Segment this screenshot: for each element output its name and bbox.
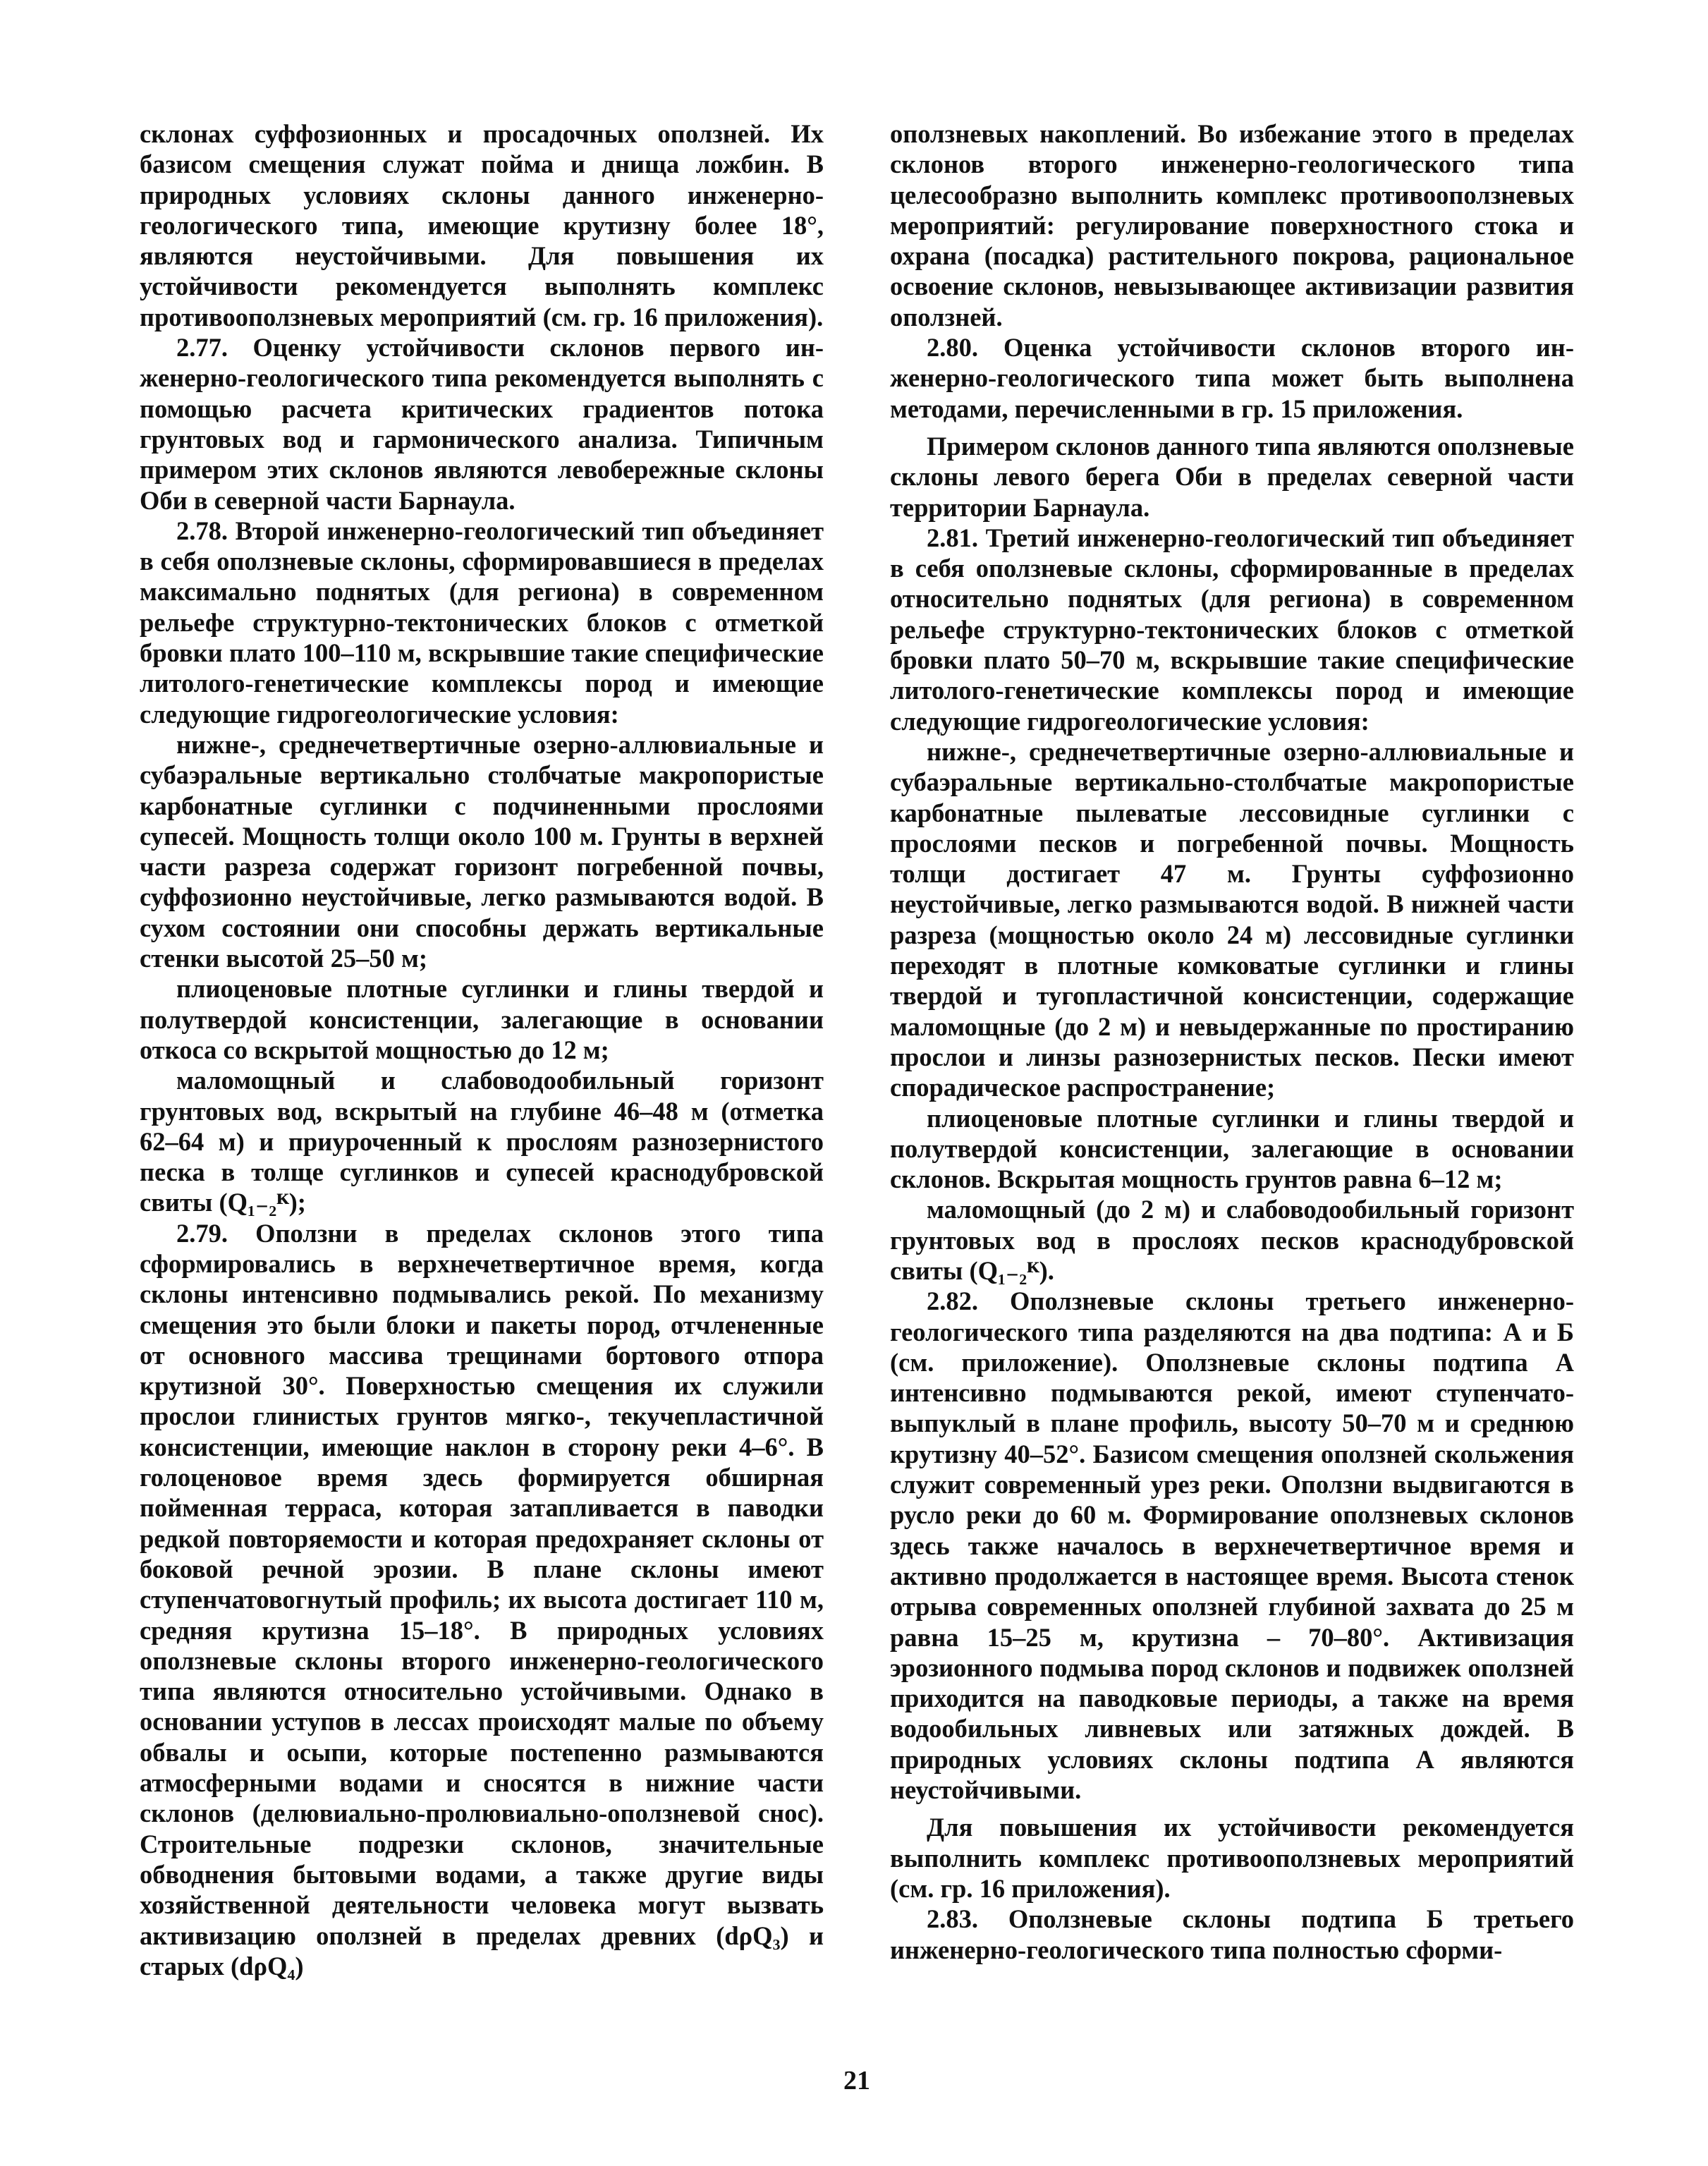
paragraph-2-81: 2.81. Третий инженерно-геологический тип объединяет в себя оползневые склоны, сформированные в пределах относительно поднятых (для региона) в современном рельефе структурно-тектонических блоков с отметкой бровки плато 50–70 м, вскрывшие такие специфические литолого-генетические комплексы пород и имеющие следующие гидрогеологические условия: <box>890 523 1574 736</box>
paragraph: Для повышения их устойчивости рекомендуется выполнить комплекс противооползневых мероприятий (см. гр. 16 приложения). <box>890 1813 1574 1903</box>
paragraph: Примером склонов данного типа являются оползневые склоны левого берега Оби в пределах северной части территории Барнаула. <box>890 431 1574 522</box>
paragraph: оползневых накоплений. Во избежание этого в пределах склонов второго инженерно-геологического типа целесообразно выполнить комплекс противооползневых мероприятий: регулирование поверхностного стока и охрана (посадка) растительного покрова, рациональное освоение склонов, невызывающее активизации развития оползней. <box>890 119 1574 331</box>
paragraph-2-79: 2.79. Оползни в пределах склонов этого типа сформировались в верхнечетвертичное время, когда склоны интенсивно подмывались рекой. По механизму смещения это были блоки и пакеты пород, отчлененные от основного массива трещинами бортового отпора крутизной 30°. Поверхностью смещения их служили прослои глинистых грунтов мягко-, текучепластичной консистенции, имеющие наклон в сторону реки 4–6°. В голоценовое время здесь формируется обширная пойменная терраса, которая затапливается в паводки редкой повторяемости и которая предохраняет склоны от боковой речной эрозии. В плане склоны имеют ступенчатовогнутый профиль; их высота достигает 110 м, средняя крутизна 15–18°. В природных условиях оползневые склоны второго инженерно-геологического типа являются относительно устойчивыми. Однако в основании уступов в лессах происходят малые по объему обвалы и осыпи, которые постепенно размываются атмосферными водами и сносятся в нижние части склонов (делювиально-пролювиально-оползневой снос). Строительные подрезки склонов, значительные обводнения бытовыми водами, а также другие виды хозяйственной деятельности человека могут вызвать активизацию оползней в пределах древних (dρQ₃) и старых (dρQ₄) <box>140 1218 824 1981</box>
paragraph-2-83: 2.83. Оползневые склоны подтипа Б третьего инженерно-геологического типа полностью сформи- <box>890 1904 1574 1964</box>
paragraph-2-77: 2.77. Оценку устойчивости склонов первого инженерно-геологического типа рекомендуется выполнять с помощью расчета критических градиентов потока грунтовых вод и гармонического анализа. Типичным примером этих склонов являются левобережные склоны Оби в северной части Барнаула. <box>140 333 824 515</box>
left-column <box>140 118 824 1981</box>
paragraph-2-82: 2.82. Оползневые склоны третьего инженерно-геологического типа разделяются на два подтипа: А и Б (см. приложение). Оползневые склоны подтипа А интенсивно подмываются рекой, имеют ступенчато-выпуклый в плане профиль, высоту 50–70 м и среднюю крутизну 40–52°. Базисом смещения оползней скольжения служит современный урез реки. Оползни выдвигаются в русло реки до 60 м. Формирование оползневых склонов здесь также началось в верхнечетвертичное время и активно продолжается в настоящее время. Высота стенок отрыва современных оползней глубиной захвата до 25 м равна 15–25 м, крутизна – 70–80°. Активизация эрозионного подмыва пород склонов и подвижек оползней приходится на паводковые периоды, а также на время водообильных ливневых или затяжных дождей. В природных условиях склоны подтипа А являются неустойчивыми. <box>890 1286 1574 1805</box>
paragraph: маломощный (до 2 м) и слабоводообильный горизонт грунтовых вод в прослоях песков краснодубровской свиты (Q₁₋₂ᴷ). <box>890 1195 1574 1285</box>
paragraph: маломощный и слабоводообильный горизонт грунтовых вод, вскрытый на глубине 46–48 м (отметка 62–64 м) и приуроченный к прослоям разнозернистого песка в толще суглинков и супесей краснодубровской свиты (Q₁₋₂ᴷ); <box>140 1066 824 1217</box>
paragraph-2-78: 2.78. Второй инженерно-геологический тип объединяет в себя оползневые склоны, сформировавшиеся в пределах максимально поднятых (для региона) в современном рельефе структурно-тектонических блоков с отметкой бровки плато 100–110 м, вскрывшие такие специфические литолого-генетические комплексы пород и имеющие следующие гидрогеологические условия: <box>140 516 824 729</box>
paragraph: нижне-, среднечетвертичные озерно-аллювиальные и субаэральные вертикально-столбчатые макропористые карбонатные пылеватые лессовидные суглинки с прослоями песков и погребенной почвы. Мощность толщи достигает 47 м. Грунты суффозионно неустойчивые, легко размываются водой. В нижней части разреза (мощностью около 24 м) лессовидные суглинки переходят в плотные комковатые суглинки и глины твердой и тугопластичной консистенции, содержащие маломощные (до 2 м) и невыдержанные по простиранию прослои и линзы разнозернистых песков. Пески имеют спорадическое распространение; <box>890 736 1574 1102</box>
right-column <box>890 118 1574 1965</box>
paragraph: склонах суффозионных и просадочных оползней. Их базисом смещения служат пойма и днища ложбин. В природных условиях склоны данного инженерно-геологического типа, имеющие крутизну более 18°, являются неустойчивыми. Для повышения их устойчивости рекомендуется выполнять комплекс противооползневых мероприятий (см. гр. 16 приложения). <box>140 119 824 331</box>
paragraph: плиоценовые плотные суглинки и глины твердой и полутвердой консистенции, залегающие в основании откоса со вскрытой мощностью до 12 м; <box>140 974 824 1064</box>
paragraph: нижне-, среднечетвертичные озерно-аллювиальные и субаэральные вертикально столбчатые макропористые карбонатные суглинки с подчиненными прослоями супесей. Мощность толщи около 100 м. Грунты в верхней части разреза содержат горизонт погребенной почвы, суффозионно неустойчивые, легко размываются водой. В сухом состоянии они способны держать вертикальные стенки высотой 25–50 м; <box>140 729 824 973</box>
paragraph: плиоценовые плотные суглинки и глины твердой и полутвердой консистенции, залегающие в основании склонов. Вскрытая мощность грунтов равна 6–12 м; <box>890 1103 1574 1194</box>
paragraph-2-80: 2.80. Оценка устойчивости склонов второго инженерно-геологического типа может быть выполнена методами, перечисленными в гр. 15 приложения. <box>890 333 1574 423</box>
page-number: 21 <box>843 2066 870 2095</box>
